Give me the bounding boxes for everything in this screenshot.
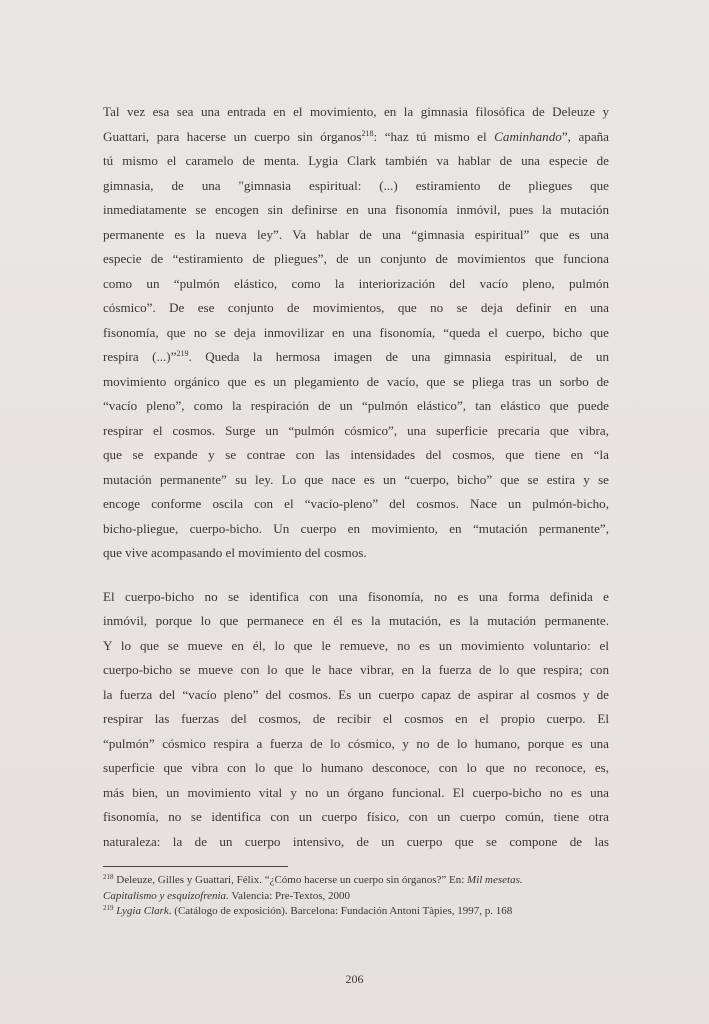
text-run: mutación permanente” su ley. Lo que nace es un “cuerpo, bicho” que se estira y se <box>103 471 609 487</box>
paragraph <box>103 585 609 855</box>
text-run: permanente es la nueva ley”. Va hablar de una “gimnasia espiritual” que es una <box>103 226 609 242</box>
page-number: 206 <box>345 972 364 986</box>
text-run: tú mismo el caramelo de menta. Lygia Clark también va hablar de una especie de <box>103 153 609 168</box>
body-text <box>103 100 609 854</box>
text-line <box>103 634 609 659</box>
footnote-ref: 219 <box>176 349 189 358</box>
text-line <box>103 517 609 542</box>
footnote-ref: 218 <box>361 128 374 138</box>
italic-text: Caminhando <box>494 128 562 144</box>
text-run: El cuerpo-bicho no se identifica con una fisonomía, no es una forma definida e <box>103 588 609 604</box>
text-line <box>103 805 609 830</box>
text-run: “vacío pleno”, como la respiración de un “pulmón elástico”, tan elástico que puede <box>103 398 609 413</box>
footnote <box>103 904 609 920</box>
footnote <box>103 873 609 904</box>
text-run: inmóvil, porque lo que permanece en él es la mutación, es la mutación permanente. <box>103 613 609 628</box>
text-run: más bien, un movimiento vital y no un órgano funcional. El cuerpo-bicho no es una <box>103 784 609 800</box>
text-run: especie de “estiramiento de pliegues”, de un conjunto de movimientos que funciona <box>103 251 609 266</box>
text-line <box>103 394 609 419</box>
text-line <box>103 321 609 346</box>
text-line <box>103 272 609 297</box>
text-line <box>103 609 609 634</box>
text-run: . (Catálogo de exposición). Barcelona: Fundación Antoni Tàpies, 1997, p. 168 <box>168 905 513 917</box>
text-line <box>103 198 609 223</box>
text-line <box>103 492 609 517</box>
text-line <box>103 683 609 708</box>
text-run: : “haz tú mismo el <box>373 128 495 144</box>
paragraph <box>103 100 609 566</box>
text-run: que se expande y se contrae con las intensidades del cosmos, que tiene en “la <box>103 447 609 462</box>
text-run: . Valencia: Pre-Textos, 2000 <box>226 889 351 902</box>
text-line <box>103 100 609 125</box>
text-line <box>103 223 609 248</box>
italic-text: Lygia Clark <box>116 905 169 917</box>
footnote-ref: 218 <box>103 873 114 881</box>
text-run: Deleuze, Gilles y Guattari, Félix. “¿Cómo hacerse un cuerpo sin órganos?” En: <box>113 874 468 886</box>
text-run: respirar el cosmos. Surge un “pulmón cósmico”, una superficie precaria que vibra, <box>103 422 609 438</box>
text-run: cuerpo-bicho se mueve con lo que le hace vibrar, en la fuerza de lo que respira; con <box>103 662 609 677</box>
text-line <box>103 707 609 732</box>
text-line <box>103 830 609 855</box>
text-line <box>103 149 609 174</box>
footnote-line <box>103 904 609 920</box>
footnote-ref: 219 <box>103 904 114 912</box>
text-run: fisonomía, que no se deja inmovilizar en una fisonomía, “queda el cuerpo, bicho que <box>103 324 609 340</box>
text-run: respirar las fuerzas del cosmos, de recibir el cosmos en el propio cuerpo. El <box>103 711 609 726</box>
text-run: “pulmón” cósmico respira a fuerza de lo cósmico, y no de lo humano, porque es una <box>103 735 609 751</box>
text-line <box>103 585 609 610</box>
text-line <box>103 658 609 683</box>
text-line <box>103 296 609 321</box>
text-run: naturaleza: la de un cuerpo intensivo, de un cuerpo que se compone de las <box>103 833 609 849</box>
text-run: Tal vez esa sea una entrada en el movimiento, en la gimnasia filosófica de Deleuze y <box>103 104 609 119</box>
footnote-line <box>103 889 609 905</box>
text-run: gimnasia, de una "gimnasia espiritual: (...) estiramiento de pliegues que <box>103 177 609 193</box>
text-run: cósmico”. De ese conjunto de movimientos, que no se deja definir en una <box>103 300 609 315</box>
text-run: como un “pulmón elástico, como la interiorización del vacío pleno, pulmón <box>103 275 609 291</box>
text-line <box>103 345 609 370</box>
italic-text: Mil mesetas. <box>467 874 523 886</box>
text-line <box>103 419 609 444</box>
text-run: que vive acompasando el movimiento del cosmos. <box>103 545 367 560</box>
text-run: la fuerza del “vacío pleno” del cosmos. Es un cuerpo capaz de aspirar al cosmos y de <box>103 686 609 702</box>
footnotes <box>103 873 609 920</box>
text-line <box>103 781 609 806</box>
text-line <box>103 756 609 781</box>
text-run: respira (...)” <box>103 349 177 364</box>
italic-text: Capitalismo y esquizofrenia <box>103 889 227 902</box>
text-run: encoge conforme oscila con el “vacío-pleno” del cosmos. Nace un pulmón-bicho, <box>103 496 609 511</box>
text-run: . Queda la hermosa imagen de una gimnasia espiritual, de un <box>188 349 609 364</box>
text-line <box>103 174 609 199</box>
text-run: inmediatamente se encogen sin definirse en una fisonomía inmóvil, pues la mutación <box>103 202 609 217</box>
text-line <box>103 247 609 272</box>
footnote-separator <box>103 866 288 867</box>
text-run: movimiento orgánico que es un plegamiento de vacío, que se pliega tras un sorbo de <box>103 373 609 389</box>
text-line <box>103 370 609 395</box>
text-line <box>103 541 609 566</box>
text-run: ”, apaña <box>561 128 609 144</box>
footnote-line <box>103 873 609 889</box>
text-line <box>103 732 609 757</box>
text-line <box>103 468 609 493</box>
text-run: fisonomía, no se identifica con un cuerpo físico, con un cuerpo común, tiene otra <box>103 809 609 824</box>
text-run: bicho-pliegue, cuerpo-bicho. Un cuerpo en movimiento, en “mutación permanente”, <box>103 520 609 536</box>
text-line <box>103 443 609 468</box>
text-run: superficie que vibra con lo que lo humano desconoce, con lo que no reconoce, es, <box>103 760 609 775</box>
text-run: Y lo que se mueve en él, lo que le remueve, no es un movimiento voluntario: el <box>103 637 609 653</box>
text-run: Guattari, para hacerse un cuerpo sin órganos <box>103 128 362 144</box>
text-line <box>103 125 609 150</box>
